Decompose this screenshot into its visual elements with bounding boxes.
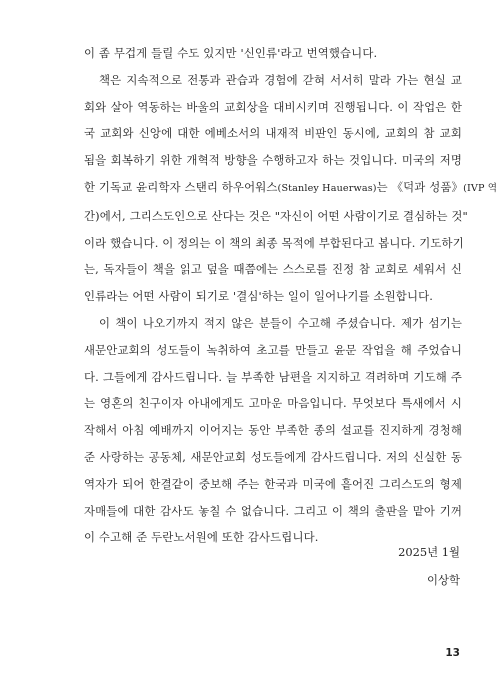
- text-line: 준 사랑하는 공동체, 새문안교회 성도들에게 감사드립니다. 저의 신실한 동: [84, 449, 462, 464]
- text-line: 인류라는 어떤 사람이 되기로 '결심'하는 일이 일어나기를 소원합니다.: [84, 289, 434, 304]
- preface-author: 이상학: [426, 573, 460, 587]
- text-fragment: 는: [376, 179, 392, 194]
- text-line: 이라 했습니다. 이 정의는 이 책의 최종 목적에 부합된다고 봅니다. 기도하기: [84, 235, 464, 250]
- text-line: 간)에서, 그리스도인으로 산다는 것은 "자신이 어떤 사람이기로 결심하는 것": [84, 208, 468, 223]
- text-line: 새문안교회의 성도들이 녹취하여 초고를 만들고 윤문 작업을 해 주었습니: [84, 342, 462, 357]
- text-line: 책은 지속적으로 전통과 관습과 경험에 갇혀 서서히 말라 가는 현실 교: [99, 72, 462, 87]
- book-title: 《덕과 성품》: [391, 179, 464, 194]
- text-line: 역자가 되어 한결같이 중보해 주는 한국과 미국에 흩어진 그리스도의 형제: [84, 476, 462, 491]
- text-line: 이 책이 나오기까지 적지 않은 분들이 수고해 주셨습니다. 제가 섬기는: [99, 315, 462, 330]
- text-fragment: 한 기독교 윤리학자 스탠리 하우어워스: [84, 179, 278, 194]
- text-line: 국 교회와 신앙에 대한 에베소서의 내재적 비판인 동시에, 교회의 참 교회: [84, 126, 462, 141]
- page-number: 13: [445, 647, 460, 659]
- text-line-with-citation: [84, 174, 498, 203]
- author-english-name: (Stanley Hauerwas): [277, 182, 377, 194]
- text-line: 작해서 아침 예배까지 이어지는 동안 부족한 종의 설교를 진지하게 경청해: [84, 423, 462, 438]
- text-line: 이 수고해 준 두란노서원에 또한 감사드립니다.: [84, 530, 319, 545]
- text-line: 이 좀 무겁게 들릴 수도 있지만 '신인류'라고 번역했습니다.: [84, 46, 378, 60]
- page-body-text: [84, 40, 498, 551]
- text-line: 회와 살아 역동하는 바울의 교회상을 대비시키며 진행됩니다. 이 작업은 한: [84, 99, 462, 114]
- text-line: 는, 독자들이 책을 읽고 덮을 때쯤에는 스스로를 진정 참 교회로 세워서 신: [84, 262, 462, 277]
- publisher-note: (IVP 역: [463, 182, 498, 194]
- preface-date: 2025년 1월: [398, 545, 460, 559]
- text-line: 다. 그들에게 감사드립니다. 늘 부족한 남편을 지지하고 격려하며 기도해 주: [84, 369, 462, 384]
- text-line: 는 영혼의 친구이자 아내에게도 고마운 마음입니다. 무엇보다 특새에서 시: [84, 396, 462, 411]
- text-line: 자매들에 대한 감사도 놓칠 수 없습니다. 그리고 이 책의 출판을 맡아 기꺼: [84, 503, 462, 518]
- text-line: 됨을 회복하기 위한 개혁적 방향을 수행하고자 하는 것입니다. 미국의 저명: [84, 153, 462, 168]
